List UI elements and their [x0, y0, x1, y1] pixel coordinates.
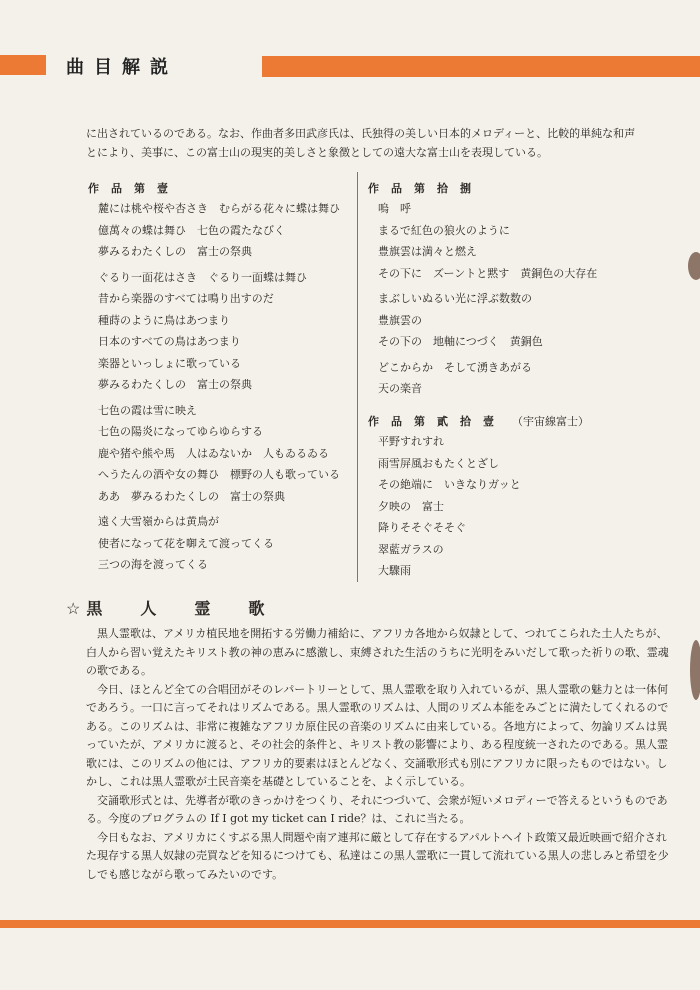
poem-line: 三つの海を渡ってくる: [98, 558, 208, 571]
poem-line: どこからか そして湧きあがる: [378, 360, 532, 374]
poem-line: 七色の陽炎になってゆらゆらする: [98, 425, 263, 438]
paper-stain: [688, 252, 700, 280]
star-icon: ☆: [66, 599, 81, 618]
poem-line: 豊旗雲の: [378, 313, 422, 327]
poem-line: ぐるり一面花はさき ぐるり一面蝶は舞ひ: [98, 270, 307, 284]
poem-line: 鹿や猪や熊や馬 人はゐないか 人もゐるゐる: [98, 446, 329, 460]
poem-line: 翠藍ガラスの: [378, 542, 444, 556]
poem-line: 嗚 呼: [378, 202, 411, 215]
body-paragraph: 黒人霊歌は、アメリカ植民地を開拓する労働力補給に、アフリカ各地から奴隷として、つれてこられた土人たちが、白人から習い覚えたキリスト教の神の恵みに感激し、束縛された生活のうちに光明をみいだして歌った祈りの歌、霊魂の歌である。: [86, 627, 669, 677]
section-title-text: 黒人霊歌: [86, 599, 303, 618]
poem-line: 天の楽音: [378, 382, 422, 395]
left-poem: [98, 198, 340, 576]
section-body: [86, 625, 674, 884]
poem-line: 降りそそぐそそぐ: [378, 521, 466, 534]
poem-line: 七色の霞は雪に映え: [98, 403, 197, 417]
right-poem1: [378, 198, 597, 400]
poem-line: 夢みるわたくしの 富士の祭典: [98, 378, 252, 391]
page-title: 曲目解説: [66, 57, 178, 78]
right-poem1-heading: 作品第拾捌: [368, 182, 483, 195]
right-poem2-heading: [368, 413, 589, 429]
poem-line: 楽器といっしょに歌っている: [98, 356, 241, 370]
column-divider: [357, 172, 358, 582]
poem-line: 昔から楽器のすべては鳴り出すのだ: [98, 292, 274, 305]
poem-line: 大驟雨: [378, 564, 411, 577]
right-poem2-title: 作品第貳拾壹: [368, 415, 506, 428]
left-poem-heading: 作品第壹: [88, 182, 180, 195]
poem-line: 遠く大雪嶺からは黄鳥が: [98, 515, 219, 528]
poem-line: その下に ズーントと黙す 黄銅色の大存在: [378, 266, 598, 280]
poem-line: まるで紅色の狼火のように: [378, 223, 510, 237]
poem-line: 雨雪屏風おもたくとざし: [378, 456, 499, 470]
poem-line: 豊旗雲は満々と燃え: [378, 245, 477, 258]
poem-line: まぶしいぬるい光に浮ぶ数数の: [378, 292, 532, 305]
poem-line: 平野すれすれ: [378, 435, 444, 448]
paper-stain: [690, 640, 700, 700]
poem-line: 麓には桃や桜や杏さき むらがる花々に蝶は舞ひ: [98, 202, 340, 215]
poem-line: 種蒔のように鳥はあつまり: [98, 313, 230, 327]
poem-line: その下の 地軸につづく 黄銅色: [378, 335, 543, 348]
poem-line: その絶端に いきなりガッと: [378, 478, 521, 491]
section-title: [66, 596, 302, 619]
right-poem2-note: （宇宙線富士）: [512, 415, 589, 428]
header-accent-bar-left: [0, 55, 46, 75]
body-paragraph: 交誦歌形式とは、先導者が歌のきっかけをつくり、それにつづいて、会衆が短いメロディーで答えるというものである。今度のプログラムの If I got my ticket can I ride？は、これに当たる。: [86, 793, 668, 825]
intro-line: に出されているのである。なお、作曲者多田武彦氏は、氏独得の美しい日本的メロディーと、比較的単純な和声: [86, 127, 636, 140]
poem-line: 日本のすべての鳥はあつまり: [98, 335, 241, 348]
poem-line: 億萬々の蝶は舞ひ 七色の霞たなびく: [98, 223, 285, 237]
poem-line: ああ 夢みるわたくしの 富士の祭典: [98, 489, 285, 503]
intro-paragraph: [86, 124, 661, 162]
footer-accent-bar: [0, 920, 700, 928]
poem-line: 使者になって花を啣えて渡ってくる: [98, 536, 274, 550]
poem-line: 夢みるわたくしの 富士の祭典: [98, 245, 252, 258]
poem-line: へうたんの酒や女の舞ひ 標野の人も歌っている: [98, 468, 340, 481]
header-accent-bar-right: [262, 56, 700, 77]
intro-line: とにより、美事に、この富士山の現実的美しさと象徴としての遠大な富士山を表現している。: [86, 146, 548, 159]
body-paragraph: 今日、ほとんど全ての合唱団がそのレパートリーとして、黒人霊歌を取り入れているが、黒人霊歌の魅力とは一体何であろう。一口に言ってそれはリズムである。黒人霊歌のリズムは、人間のリズム本能をみごとに満たしてくれるのである。このリズムは、非常に複雑なアフリカ原住民の音楽のリズムに由来している。各地方によって、勿論リズムは異っていたが、アメリカに渡ると、その社会的条件と、キリスト教の影響により、ある程度統一されたのである。黒人霊歌には、このリズムの他には、アフリカ的要素はほとんどなく、交誦歌形式も別にアフリカに限ったものではない。しかし、これは黒人霊歌が土民音楽を基礎としていることを、よく示している。: [86, 682, 669, 788]
right-poem2: [378, 431, 521, 582]
poem-line: 夕映の 富士: [378, 499, 444, 513]
body-paragraph: 今日もなお、アメリカにくすぶる黒人問題や南ア連邦に厳として存在するアパルトヘイト政策又最近映画で紹介された現存する黒人奴隷の売買などを知るにつけても、私達はこの黒人霊歌に一貫して流れている黒人の悲しみと希望を少しでも感じながら歌ってみたいのです。: [86, 830, 669, 881]
